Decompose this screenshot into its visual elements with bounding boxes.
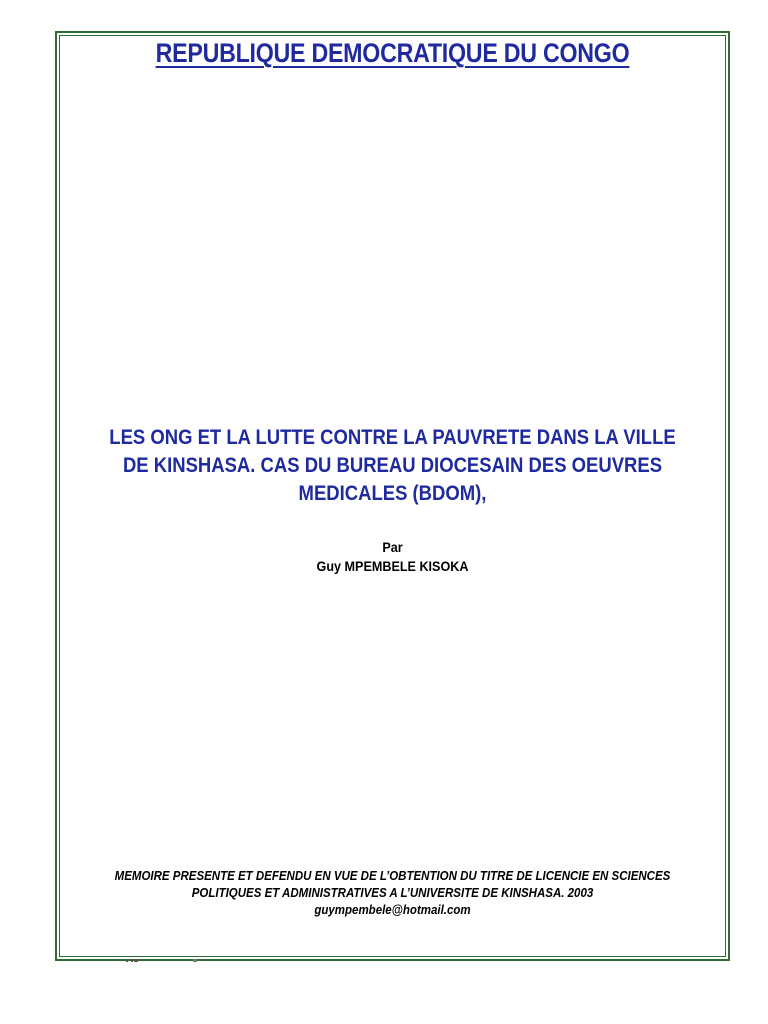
thesis-title	[55, 424, 730, 508]
author-name: Guy MPEMBELE KISOKA	[316, 558, 469, 574]
country-heading: REPUBLIQUE DEMOCRATIQUE DU CONGO	[155, 38, 630, 68]
footer-mark	[134, 959, 138, 962]
footer-artifact-marks	[120, 958, 210, 966]
thesis-title-line-1: LES ONG ET LA LUTTE CONTRE LA PAUVRETE DANS LA VILLE	[109, 426, 676, 449]
author-email: guympembele@hotmail.com	[314, 903, 471, 917]
memoire-line-2: POLITIQUES ET ADMINISTRATIVES A L’UNIVERSITE DE KINSHASA. 2003	[191, 886, 594, 900]
memoire-statement	[55, 868, 730, 919]
footer-mark	[126, 959, 128, 962]
footer-mark	[131, 959, 133, 962]
footer-mark	[193, 959, 197, 962]
byline-par: Par	[382, 539, 403, 555]
thesis-title-line-3: MEDICALES (BDOM),	[298, 482, 487, 505]
memoire-line-1: MEMOIRE PRESENTE ET DEFENDU EN VUE DE L’OBTENTION DU TITRE DE LICENCIE EN SCIENCES	[114, 869, 671, 883]
thesis-title-line-2: DE KINSHASA. CAS DU BUREAU DIOCESAIN DES OEUVRES	[122, 454, 663, 477]
